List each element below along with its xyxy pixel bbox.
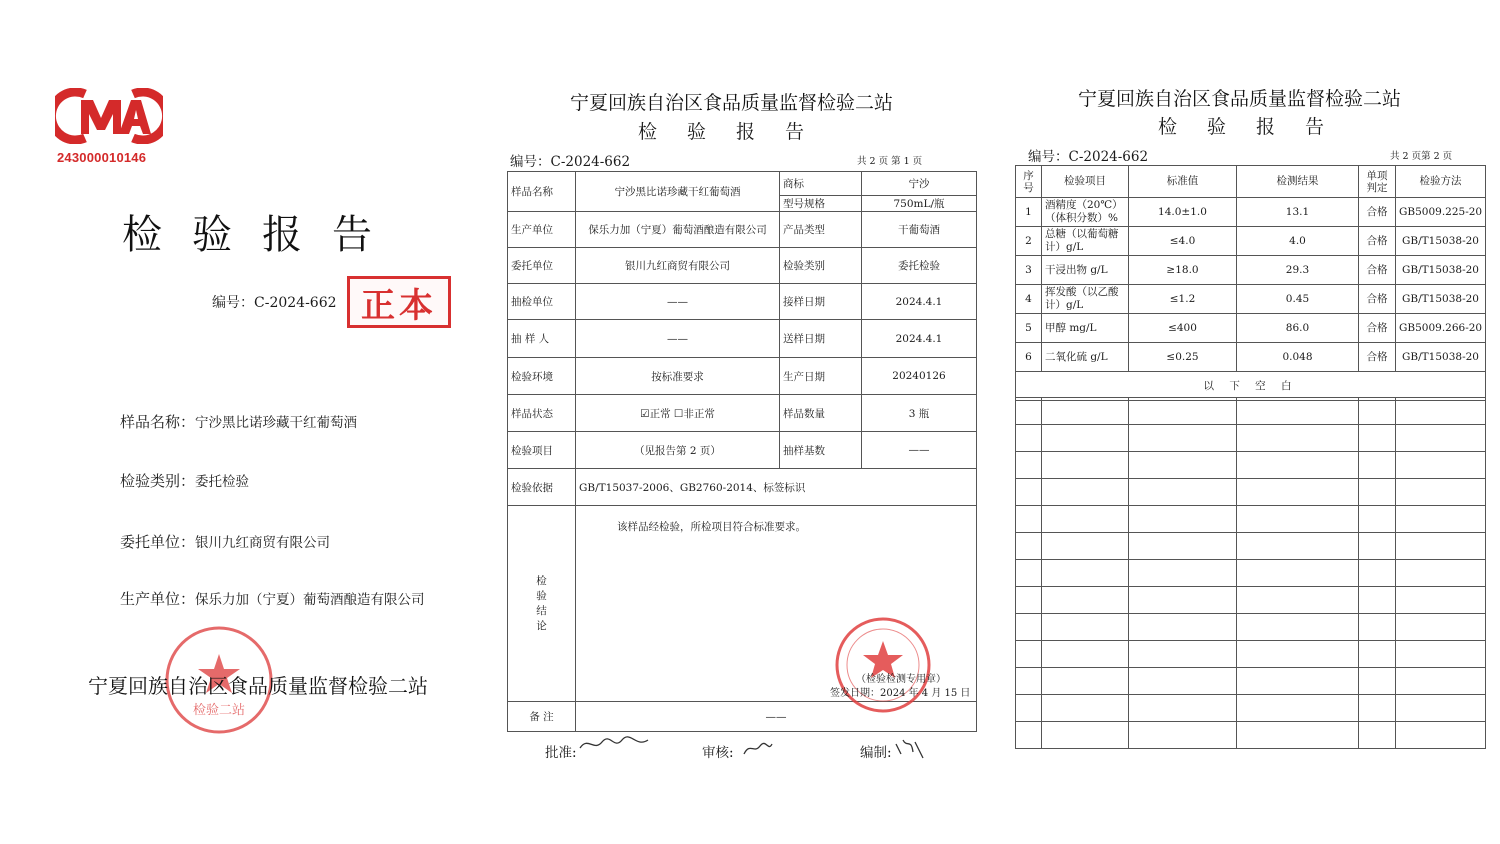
empty-cell bbox=[1042, 560, 1129, 587]
table-row bbox=[1016, 198, 1486, 227]
empty-cell bbox=[1359, 722, 1396, 749]
table-cell: 合格 bbox=[1359, 256, 1396, 285]
table-cell: ≤1.2 bbox=[1129, 285, 1237, 314]
cover-page bbox=[0, 0, 490, 844]
table-row bbox=[508, 212, 977, 248]
empty-cell bbox=[1016, 587, 1042, 614]
page2-subtitle: 检验报告 bbox=[1158, 116, 1355, 138]
table-row bbox=[508, 432, 977, 469]
empty-cell bbox=[1042, 479, 1129, 506]
empty-cell bbox=[1016, 560, 1042, 587]
page2-page-info: 共 2 页第 2 页 bbox=[1390, 151, 1453, 162]
table-row bbox=[1016, 256, 1486, 285]
column-header: 检测结果 bbox=[1237, 166, 1359, 198]
field-label: 检验类别： bbox=[120, 472, 196, 490]
cma-logo bbox=[55, 88, 163, 144]
table-cell: 样品数量 bbox=[780, 395, 862, 432]
table-cell: 检验项目 bbox=[508, 432, 576, 469]
table-cell: 挥发酸（以乙酸计）g/L bbox=[1042, 285, 1129, 314]
table-cell: 抽检单位 bbox=[508, 284, 576, 320]
empty-cell bbox=[1396, 425, 1486, 452]
empty-cell bbox=[1359, 398, 1396, 425]
cover-field-producer bbox=[120, 588, 425, 609]
table-cell: 检验环境 bbox=[508, 358, 576, 395]
table-cell: 6 bbox=[1016, 343, 1042, 372]
table-row bbox=[508, 358, 977, 395]
empty-cell bbox=[1016, 479, 1042, 506]
empty-cell bbox=[1016, 668, 1042, 695]
empty-table-row bbox=[1016, 560, 1486, 587]
table-cell: 银川九红商贸有限公司 bbox=[576, 248, 780, 284]
empty-cell bbox=[1016, 614, 1042, 641]
table-cell: —— bbox=[576, 320, 780, 358]
approver-signature bbox=[578, 734, 650, 754]
table-cell: 干葡萄酒 bbox=[862, 212, 977, 248]
table-row bbox=[508, 248, 977, 284]
field-value: 宁沙黑比诺珍藏干红葡萄酒 bbox=[195, 415, 358, 431]
table-cell: （见报告第 2 页） bbox=[576, 432, 780, 469]
table-cell: 按标准要求 bbox=[576, 358, 780, 395]
table-cell: 样品名称 bbox=[508, 172, 576, 212]
table-cell: 3 瓶 bbox=[862, 395, 977, 432]
table-cell: —— bbox=[576, 702, 977, 732]
empty-cell bbox=[1129, 452, 1237, 479]
cover-organization: 宁夏回族自治区食品质量监督检验二站 bbox=[88, 674, 428, 698]
empty-table-row bbox=[1016, 425, 1486, 452]
table-cell: 3 bbox=[1016, 256, 1042, 285]
column-header: 标准值 bbox=[1129, 166, 1237, 198]
empty-cell bbox=[1129, 560, 1237, 587]
empty-cell bbox=[1042, 398, 1129, 425]
seal-note: （检验检测专用章） bbox=[856, 674, 946, 685]
table-cell: 委托单位 bbox=[508, 248, 576, 284]
cover-title: 检验报告 bbox=[122, 212, 402, 258]
empty-cell bbox=[1396, 533, 1486, 560]
table-cell: 生产日期 bbox=[780, 358, 862, 395]
table-row bbox=[1016, 343, 1486, 372]
table-cell: 合格 bbox=[1359, 314, 1396, 343]
empty-cell bbox=[1016, 533, 1042, 560]
page1-subtitle: 检验报告 bbox=[638, 121, 835, 143]
table-row bbox=[1016, 314, 1486, 343]
page1-page-info: 共 2 页 第 1 页 bbox=[857, 156, 923, 167]
empty-table-row bbox=[1016, 614, 1486, 641]
empty-cell bbox=[1129, 641, 1237, 668]
empty-cell bbox=[1237, 722, 1359, 749]
table-cell: GB/T15038-20 bbox=[1396, 343, 1486, 372]
reviewer-signature bbox=[742, 738, 774, 758]
table-cell: GB/T15038-20 bbox=[1396, 285, 1486, 314]
table-cell: 甲醇 mg/L bbox=[1042, 314, 1129, 343]
empty-cell bbox=[1129, 668, 1237, 695]
table-row bbox=[508, 320, 977, 358]
table-row bbox=[508, 469, 977, 506]
empty-cell bbox=[1042, 695, 1129, 722]
field-value: 银川九红商贸有限公司 bbox=[195, 535, 331, 551]
table-cell: GB/T15037-2006、GB2760-2014、标签标识 bbox=[576, 469, 977, 506]
empty-cell bbox=[1016, 398, 1042, 425]
table-cell: 宁沙 bbox=[862, 172, 977, 196]
report-page-2 bbox=[1000, 0, 1500, 844]
empty-cell bbox=[1237, 614, 1359, 641]
empty-cell bbox=[1359, 641, 1396, 668]
empty-table-row bbox=[1016, 479, 1486, 506]
empty-cell bbox=[1237, 425, 1359, 452]
empty-cell bbox=[1129, 506, 1237, 533]
empty-cell bbox=[1396, 506, 1486, 533]
table-cell: 干浸出物 g/L bbox=[1042, 256, 1129, 285]
table-cell: 接样日期 bbox=[780, 284, 862, 320]
table-cell: GB/T15038-20 bbox=[1396, 256, 1486, 285]
empty-cell bbox=[1016, 641, 1042, 668]
empty-cell bbox=[1042, 533, 1129, 560]
cover-field-sample-name bbox=[120, 411, 357, 432]
table-cell: 生产单位 bbox=[508, 212, 576, 248]
table-cell: 宁沙黑比诺珍藏干红葡萄酒 bbox=[576, 172, 780, 212]
empty-cell bbox=[1237, 695, 1359, 722]
column-header: 检验项目 bbox=[1042, 166, 1129, 198]
empty-cell bbox=[1129, 614, 1237, 641]
empty-cell bbox=[1359, 560, 1396, 587]
table-cell: 产品类型 bbox=[780, 212, 862, 248]
empty-cell bbox=[1016, 452, 1042, 479]
empty-cell bbox=[1016, 506, 1042, 533]
table-cell: 型号规格 bbox=[780, 196, 862, 212]
empty-cell bbox=[1396, 560, 1486, 587]
empty-cell bbox=[1396, 398, 1486, 425]
cover-field-category bbox=[120, 470, 249, 491]
table-cell: 2024.4.1 bbox=[862, 320, 977, 358]
empty-cell bbox=[1016, 695, 1042, 722]
table-cell: 保乐力加（宁夏）葡萄酒酿造有限公司 bbox=[576, 212, 780, 248]
table-row bbox=[508, 172, 977, 196]
field-value: 委托检验 bbox=[195, 474, 250, 490]
issue-date: 签发日期：2024 年 4 月 15 日 bbox=[830, 688, 971, 699]
table-cell: 检验类别 bbox=[780, 248, 862, 284]
empty-cell bbox=[1042, 452, 1129, 479]
table-cell: 抽 样 人 bbox=[508, 320, 576, 358]
field-value: 保乐力加（宁夏）葡萄酒酿造有限公司 bbox=[195, 592, 425, 608]
empty-cell bbox=[1359, 506, 1396, 533]
table-cell: 4 bbox=[1016, 285, 1042, 314]
empty-cell bbox=[1237, 398, 1359, 425]
conclusion-label: 检验结论 bbox=[508, 506, 576, 702]
empty-cell bbox=[1237, 641, 1359, 668]
empty-cell bbox=[1042, 641, 1129, 668]
empty-table-row bbox=[1016, 722, 1486, 749]
empty-cell bbox=[1129, 533, 1237, 560]
empty-table-row bbox=[1016, 695, 1486, 722]
cover-field-client bbox=[120, 531, 330, 552]
empty-cell bbox=[1396, 668, 1486, 695]
empty-cell bbox=[1042, 668, 1129, 695]
table-cell: 酒精度（20℃）（体积分数）% bbox=[1042, 198, 1129, 227]
empty-cell bbox=[1129, 398, 1237, 425]
empty-cell bbox=[1396, 695, 1486, 722]
table-cell: 样品状态 bbox=[508, 395, 576, 432]
page2-title: 宁夏回族自治区食品质量监督检验二站 bbox=[1078, 88, 1402, 110]
table-cell: 750mL/瓶 bbox=[862, 196, 977, 212]
edit-label: 编制: bbox=[860, 745, 892, 761]
table-cell: 1 bbox=[1016, 198, 1042, 227]
table-cell: 总糖（以葡萄糖计）g/L bbox=[1042, 227, 1129, 256]
empty-cell bbox=[1237, 587, 1359, 614]
empty-cell bbox=[1042, 722, 1129, 749]
table-cell: 29.3 bbox=[1237, 256, 1359, 285]
table-cell: 14.0±1.0 bbox=[1129, 198, 1237, 227]
table-cell: 13.1 bbox=[1237, 198, 1359, 227]
field-label: 委托单位： bbox=[120, 533, 196, 551]
empty-cell bbox=[1042, 587, 1129, 614]
table-header-row bbox=[1016, 166, 1486, 198]
empty-cell bbox=[1042, 425, 1129, 452]
table-cell: 0.048 bbox=[1237, 343, 1359, 372]
empty-cell bbox=[1396, 722, 1486, 749]
empty-cell bbox=[1396, 479, 1486, 506]
empty-cell bbox=[1237, 560, 1359, 587]
review-label: 审核: bbox=[702, 745, 734, 761]
empty-table-row bbox=[1016, 668, 1486, 695]
empty-cell bbox=[1129, 722, 1237, 749]
blank-note: 以 下 空 白 bbox=[1016, 372, 1486, 401]
cma-certificate-number: 243000010146 bbox=[57, 150, 147, 165]
table-cell: 5 bbox=[1016, 314, 1042, 343]
table-cell: 4.0 bbox=[1237, 227, 1359, 256]
empty-cell bbox=[1016, 425, 1042, 452]
table-cell: ≤4.0 bbox=[1129, 227, 1237, 256]
table-cell: 二氧化硫 g/L bbox=[1042, 343, 1129, 372]
table-cell: 送样日期 bbox=[780, 320, 862, 358]
page2-report-number: 编号：C-2024-662 bbox=[1028, 149, 1149, 165]
empty-cell bbox=[1359, 479, 1396, 506]
empty-table-row bbox=[1016, 452, 1486, 479]
editor-signature bbox=[893, 734, 927, 762]
table-cell: 合格 bbox=[1359, 198, 1396, 227]
table-cell: 2 bbox=[1016, 227, 1042, 256]
table-cell: 0.45 bbox=[1237, 285, 1359, 314]
column-header: 单项判定 bbox=[1359, 166, 1396, 198]
table-cell: 20240126 bbox=[862, 358, 977, 395]
empty-cell bbox=[1359, 587, 1396, 614]
empty-cell bbox=[1129, 479, 1237, 506]
table-cell: 委托检验 bbox=[862, 248, 977, 284]
empty-cell bbox=[1016, 722, 1042, 749]
empty-cell bbox=[1359, 425, 1396, 452]
column-header: 序号 bbox=[1016, 166, 1042, 198]
table-cell: ≤400 bbox=[1129, 314, 1237, 343]
empty-cell bbox=[1237, 479, 1359, 506]
empty-cell bbox=[1359, 695, 1396, 722]
empty-cell bbox=[1359, 614, 1396, 641]
table-row bbox=[1016, 285, 1486, 314]
empty-table-row bbox=[1016, 641, 1486, 668]
table-cell: —— bbox=[576, 284, 780, 320]
empty-table-row bbox=[1016, 587, 1486, 614]
column-header: 检验方法 bbox=[1396, 166, 1486, 198]
table-cell: 合格 bbox=[1359, 343, 1396, 372]
table-cell: 商标 bbox=[780, 172, 862, 196]
table-cell: —— bbox=[862, 432, 977, 469]
inspection-seal bbox=[833, 615, 933, 715]
original-stamp: 正本 bbox=[347, 276, 451, 328]
empty-cell bbox=[1359, 668, 1396, 695]
table-cell: 合格 bbox=[1359, 227, 1396, 256]
field-label: 生产单位： bbox=[120, 590, 196, 608]
table-cell: ≤0.25 bbox=[1129, 343, 1237, 372]
results-table bbox=[1015, 165, 1486, 401]
empty-cell bbox=[1237, 668, 1359, 695]
empty-table-row bbox=[1016, 398, 1486, 425]
empty-cell bbox=[1237, 452, 1359, 479]
empty-cell bbox=[1396, 641, 1486, 668]
empty-cell bbox=[1396, 587, 1486, 614]
table-cell: 合格 bbox=[1359, 285, 1396, 314]
empty-cell bbox=[1129, 587, 1237, 614]
table-cell: GB5009.225-20 bbox=[1396, 198, 1486, 227]
empty-cell bbox=[1129, 425, 1237, 452]
page1-title: 宁夏回族自治区食品质量监督检验二站 bbox=[570, 92, 894, 114]
report-page-1 bbox=[490, 0, 995, 844]
table-row bbox=[508, 284, 977, 320]
empty-rows-table bbox=[1015, 397, 1486, 749]
table-cell: 备 注 bbox=[508, 702, 576, 732]
table-cell: ☑正常 ☐非正常 bbox=[576, 395, 780, 432]
empty-table-row bbox=[1016, 506, 1486, 533]
empty-cell bbox=[1359, 533, 1396, 560]
empty-cell bbox=[1396, 452, 1486, 479]
page1-report-number: 编号：C-2024-662 bbox=[510, 154, 631, 170]
table-cell: 86.0 bbox=[1237, 314, 1359, 343]
empty-cell bbox=[1237, 506, 1359, 533]
empty-cell bbox=[1042, 506, 1129, 533]
empty-cell bbox=[1396, 614, 1486, 641]
table-cell: ≥18.0 bbox=[1129, 256, 1237, 285]
table-row bbox=[1016, 227, 1486, 256]
approve-label: 批准: bbox=[545, 745, 577, 761]
cover-report-number: 编号：C-2024-662 bbox=[212, 295, 337, 311]
empty-cell bbox=[1042, 614, 1129, 641]
table-cell: GB5009.266-20 bbox=[1396, 314, 1486, 343]
table-cell: GB/T15038-20 bbox=[1396, 227, 1486, 256]
svg-text:检验二站: 检验二站 bbox=[192, 703, 246, 718]
empty-cell bbox=[1237, 533, 1359, 560]
table-cell: 检验依据 bbox=[508, 469, 576, 506]
empty-cell bbox=[1359, 452, 1396, 479]
table-row bbox=[508, 395, 977, 432]
conclusion-text: 该样品经检验，所检项目符合标准要求。 bbox=[617, 521, 806, 533]
empty-cell bbox=[1129, 695, 1237, 722]
table-cell: 2024.4.1 bbox=[862, 284, 977, 320]
table-cell: 抽样基数 bbox=[780, 432, 862, 469]
field-label: 样品名称： bbox=[120, 413, 196, 431]
empty-table-row bbox=[1016, 533, 1486, 560]
